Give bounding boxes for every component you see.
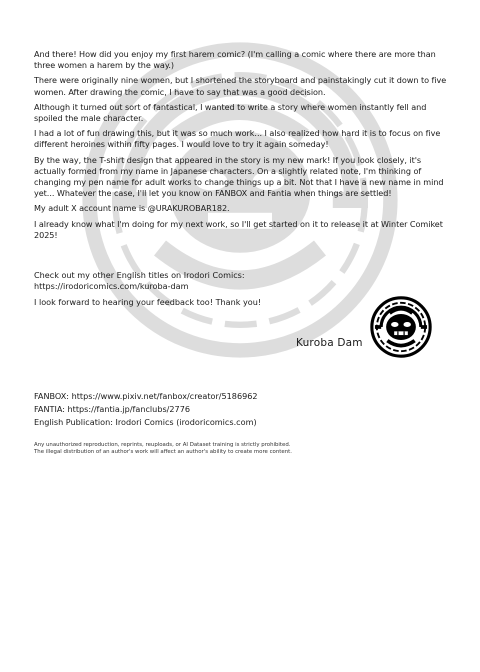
disclaimer-line-2: The illegal distribution of an author's work will affect an author's ability to create more content. [34,449,292,455]
afterword-text [34,49,448,245]
fantia-link[interactable]: FANTIA: https://fantia.jp/fanclubs/2776 [34,404,190,414]
signature-block [296,296,451,366]
afterword-paragraph-1: And there! How did you enjoy my first harem comic? (I'm calling a comic where there are more than three women a harem by the way.) [34,49,436,71]
author-mark-seal-icon [370,296,432,358]
disclaimer-line-1: Any unauthorized reproduction, reprints, reuploads, or AI Dataset training is strictly prohibited. [34,442,291,448]
afterword-paragraph-7: I already know what I'm doing for my next work, so I'll get started on it to release it at Winter Comiket 2025! [34,218,443,240]
social-links [34,390,434,429]
copyright-disclaimer [34,442,454,456]
afterword-paragraph-6: My adult X account name is @URAKUROBAR182. [34,203,230,214]
afterword-paragraph-4: I had a lot of fun drawing this, but it was so much work... I also realized how hard it is to focus on five different heroines within fifty pages. I would love to try it again someday! [34,128,441,150]
author-signature: Kuroba Dam [296,337,363,349]
publication-link[interactable]: English Publication: Irodori Comics (irodoricomics.com) [34,417,257,427]
fanbox-link[interactable]: FANBOX: https://www.pixiv.net/fanbox/creator/5186962 [34,391,258,401]
afterword-paragraph-2: There were originally nine women, but I shortened the storyboard and painstakingly cut it down to five women. After drawing the comic, I have to say that was a good decision. [34,75,447,97]
feedback-line: I look forward to hearing your feedback too! Thank you! [34,297,262,308]
afterword-paragraph-3: Although it turned out sort of fantastical, I wanted to write a story where women instantly fell and spoiled the male character. [34,101,427,124]
other-titles-line: Check out my other English titles on Irodori Comics: https://irodoricomics.com/kuroba-dam [34,270,245,292]
afterword-paragraph-5: By the way, the T-shirt design that appeared in the story is my new mark! If you look closely, it's actually formed from my name in Japanese characters. On a slightly related note, I'm thinking of changing my pen name for adult works to change things up a bit. Not that I have a new name in mind yet... Whatever the case, I'll let you know on FANBOX and Fantia when things are settled! [34,154,444,199]
